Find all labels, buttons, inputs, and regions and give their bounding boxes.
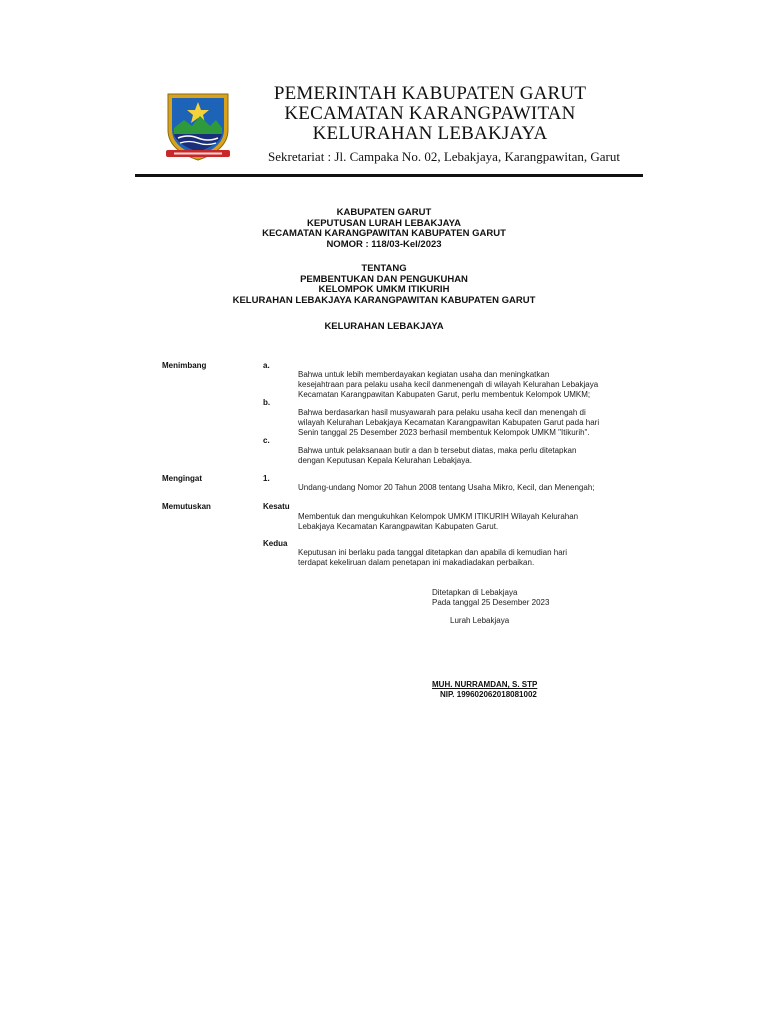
memutuskan-text-kedua	[298, 548, 618, 568]
letterhead-line-3: KELURAHAN LEBAKJAYA	[312, 123, 548, 144]
mengingat-text-1: Undang-undang Nomor 20 Tahun 2008 tentang Usaha Mikro, Kecil, dan Menengah;	[298, 483, 595, 492]
decree-title	[140, 208, 628, 333]
text-line: Lebakjaya Kecamatan Karangpawitan Kabupaten Garut.	[298, 522, 499, 532]
issuer: KELURAHAN LEBAKJAYA	[324, 321, 444, 332]
title-line-3: KECAMATAN KARANGPAWITAN KABUPATEN GARUT	[262, 228, 506, 239]
signatory-name: MUH. NURRAMDAN, S. STP	[432, 680, 538, 689]
signatory-nip: NIP. 199602062018081002	[440, 690, 537, 699]
subject-line-3: KELURAHAN LEBAKJAYA KARANGPAWITAN KABUPATEN GARUT	[232, 294, 536, 306]
mengingat-label: Mengingat	[162, 474, 202, 483]
text-line: Bahwa untuk pelaksanaan butir a dan b tersebut diatas, maka perlu ditetapkan	[298, 446, 577, 455]
letterhead-line-1: PEMERINTAH KABUPATEN GARUT	[273, 83, 587, 104]
letterhead-line-2: KECAMATAN KARANGPAWITAN	[284, 103, 576, 124]
garut-regency-emblem-icon	[160, 90, 236, 162]
text-line: wilayah Kelurahan Lebakjaya Kecamatan Karangpawitan Kabupaten Garut pada hari	[298, 418, 600, 428]
letterhead-address: Sekretariat : Jl. Campaka No. 02, Lebakjaya, Karangpawitan, Garut	[268, 149, 620, 164]
menimbang-mark-b: b.	[263, 398, 271, 407]
menimbang-text-b	[298, 408, 618, 439]
title-line-2: KEPUTUSAN LURAH LEBAKJAYA	[307, 217, 461, 229]
menimbang-label: Menimbang	[162, 361, 207, 370]
memutuskan-text-kesatu	[298, 512, 618, 532]
signature-place: Ditetapkan di Lebakjaya	[432, 588, 518, 597]
text-line: Keputusan ini berlaku pada tanggal ditetapkan dan apabila di kemudian hari	[298, 548, 568, 557]
menimbang-text-c	[298, 446, 618, 466]
text-line: kesejahtraan para pelaku usaha kecil danmenengah di wilayah Kelurahan Lebakjaya	[298, 380, 599, 390]
letterhead-divider	[135, 174, 643, 177]
mengingat-mark-1: 1.	[263, 474, 270, 483]
tentang-heading: TENTANG	[361, 263, 407, 274]
text-line: Senin tanggal 25 Desember 2023 berhasil membentuk Kelompok UMKM "Itikurih".	[298, 428, 590, 438]
signature-date: Pada tanggal 25 Desember 2023	[432, 598, 550, 607]
text-line: dengan Keputusan Kepala Kelurahan Lebakjaya.	[298, 456, 472, 466]
text-line: Bahwa berdasarkan hasil musyawarah para pelaku usaha kecil dan menengah di	[298, 408, 586, 417]
menimbang-mark-c: c.	[263, 436, 270, 445]
text-line: Kecamatan Karangpawitan Kabupaten Garut, perlu membentuk Kelompok UMKM;	[298, 390, 591, 400]
letterhead	[240, 84, 620, 166]
memutuskan-mark-kesatu: Kesatu	[263, 502, 290, 511]
subject-line-2: KELOMPOK UMKM ITIKURIH	[318, 284, 450, 295]
memutuskan-label: Memutuskan	[162, 502, 211, 511]
menimbang-text-a	[298, 370, 618, 401]
signature-position: Lurah Lebakjaya	[450, 616, 510, 625]
memutuskan-mark-kedua: Kedua	[263, 539, 288, 548]
title-line-1: KABUPATEN GARUT	[336, 207, 432, 218]
subject-line-1: PEMBENTUKAN DAN PENGUKUHAN	[300, 273, 468, 285]
text-line: terdapat kekeliruan dalam penetapan ini makadiadakan perbaikan.	[298, 558, 535, 568]
menimbang-mark-a: a.	[263, 361, 270, 370]
text-line: Bahwa untuk lebih memberdayakan kegiatan usaha dan meningkatkan	[298, 370, 550, 379]
text-line: Membentuk dan mengukuhkan Kelompok UMKM ITIKURIH Wilayah Kelurahan	[298, 512, 579, 521]
decree-number: NOMOR : 118/03-Kel/2023	[326, 238, 442, 250]
